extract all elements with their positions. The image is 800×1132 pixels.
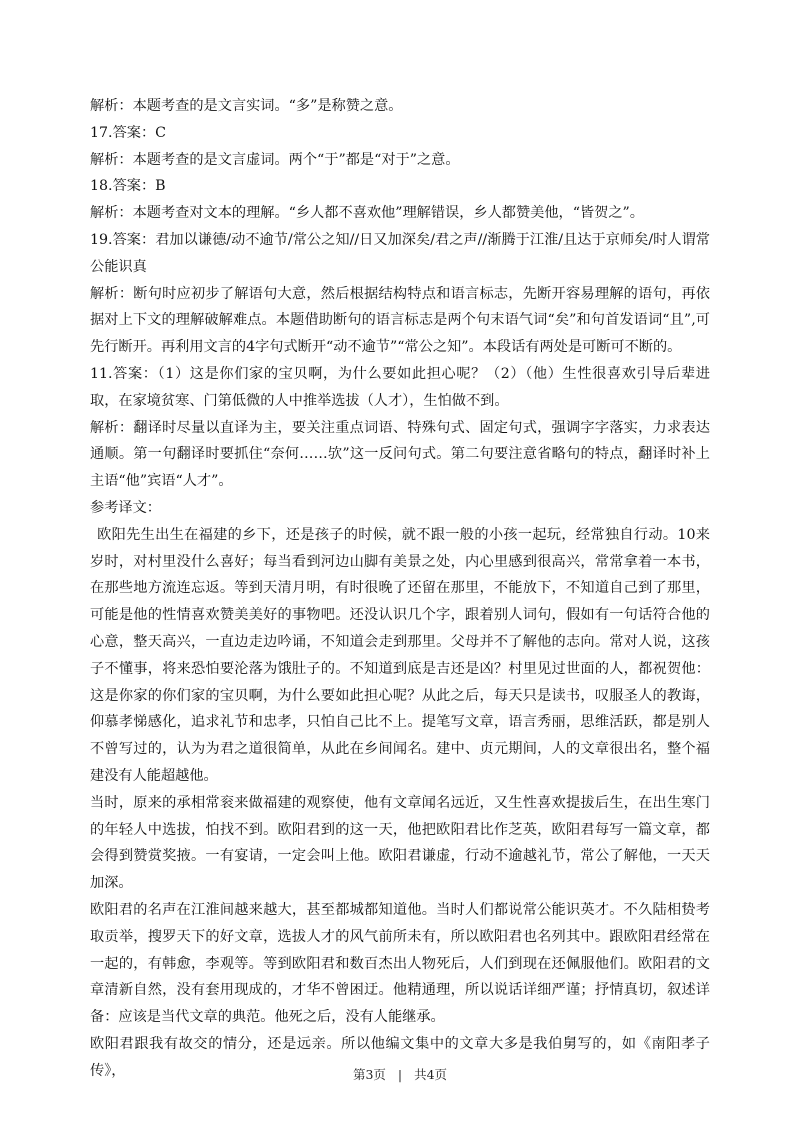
document-body bbox=[90, 93, 710, 1084]
translation-paragraph-2: 当时，原来的承相常衮来做福建的观察使，他有文章闻名远近，又生性喜欢提拔后生，在出生寒门的年轻人中选拔，怕找不到。欧阳君到的这一天，他把欧阳君比作芝英，欧阳君每写一篇文章，都会得到赞赏奖掖。一有宴请，一定会叫上他。欧阳君谦虚，行动不逾越礼节，常公了解他，一天天加深。 bbox=[90, 794, 710, 892]
answer-18: 18.答案：B bbox=[90, 178, 166, 195]
page-total: 共4页 bbox=[414, 1067, 448, 1082]
translation-paragraph-4: 欧阳君跟我有故交的情分，还是远亲。所以他编文集中的文章大多是我伯舅写的，如《南阳孝子传》， bbox=[90, 1035, 710, 1079]
analysis-19: 解析：断句时应初步了解语句大意，然后根据结构特点和语言标志，先断开容易理解的语句，再依据对上下文的理解破解难点。本题借助断句的语言标志是两个句末语气词“矣”和句首发语词“且”,可先行断开。再利用文言的4字句式断开“动不逾节”“常公之知”。本段话有两处是可断可不断的。 bbox=[90, 285, 710, 356]
analysis-17: 解析：本题考查的是文言虚词。两个“于”都是“对于”之意。 bbox=[90, 151, 460, 168]
analysis-11: 解析：翻译时尽量以直译为主，要关注重点词语、特殊句式、固定句式，强调字字落实，力求表达通顺。第一句翻译时要抓住“奈何……欤”这一反问句式。第二句要注意省略句的特点，翻译时补上主语“他”宾语“人才”。 bbox=[90, 419, 710, 490]
answer-19: 19.答案：君加以谦德/动不逾节/常公之知//日又加深矣/君之声//渐腾于江淮/且达于京师矣/时人谓常公能识真 bbox=[90, 231, 710, 275]
analysis-18: 解析：本题考查对文本的理解。“乡人都不喜欢他”理解错误，乡人都赞美他，“皆贺之”。 bbox=[90, 205, 644, 222]
footer-separator: | bbox=[397, 1067, 403, 1082]
analysis-16: 解析：本题考查的是文言实词。“多”是称赞之意。 bbox=[90, 98, 403, 114]
translation-heading: 参考译文： bbox=[90, 499, 161, 516]
translation-paragraph-3: 欧阳君的名声在江淮间越来越大，甚至都城都知道他。当时人们都说常公能识英才。不久陆相贽考取贡举，搜罗天下的好文章，选拔人才的风气前所未有，所以欧阳君也名列其中。跟欧阳君经常在一起的，有韩愈，李观等。等到欧阳君和数百杰出人物死后，人们到现在还佩服他们。欧阳君的文章清新自然，没有套用现成的，才华不曾困迂。他精通理，所以说话详细严谨；抒情真切，叙述详备：应该是当代文章的典范。他死之后，没有人能继承。 bbox=[90, 901, 710, 1026]
answer-11: 11.答案：（1）这是你们家的宝贝啊，为什么要如此担心呢？（2）（他）生性很喜欢引导后辈进取，在家境贫寒、门第低微的人中推举选拔（人才），生怕做不到。 bbox=[90, 365, 710, 409]
page-number: 第3页 bbox=[352, 1067, 386, 1082]
answer-17: 17.答案：C bbox=[90, 124, 166, 141]
translation-paragraph-1: 欧阳先生出生在福建的乡下，还是孩子的时候，就不跟一般的小孩一起玩，经常独自行动。10来岁时，对村里没什么喜好；每当看到河边山脚有美景之处，内心里感到很高兴，常常拿着一本书，在那些地方流连忘返。等到天清月明，有时很晚了还留在那里，不能放下，不知道自己到了那里，可能是他的性情喜欢赞美美好的事物吧。还没认识几个字，跟着别人词句，假如有一句话符合他的心意，整天高兴，一直边走边吟诵，不知道会走到那里。父母并不了解他的志向。常对人说，这孩子不懂事，将来恐怕要沦落为饿肚子的。不知道到底是吉还是凶？村里见过世面的人，都祝贺他：这是你家的你们家的宝贝啊，为什么要如此担心呢？从此之后，每天只是读书，叹服圣人的教诲，仰慕孝悌感化，追求礼节和忠孝，只怕自己比不上。提笔写文章，语言秀丽，思维活跃，都是别人不曾写过的，认为为君之道很简单，从此在乡间闻名。建中、贞元期间，人的文章很出名，整个福建没有人能超越他。 bbox=[90, 526, 710, 784]
page-footer bbox=[0, 1065, 800, 1083]
